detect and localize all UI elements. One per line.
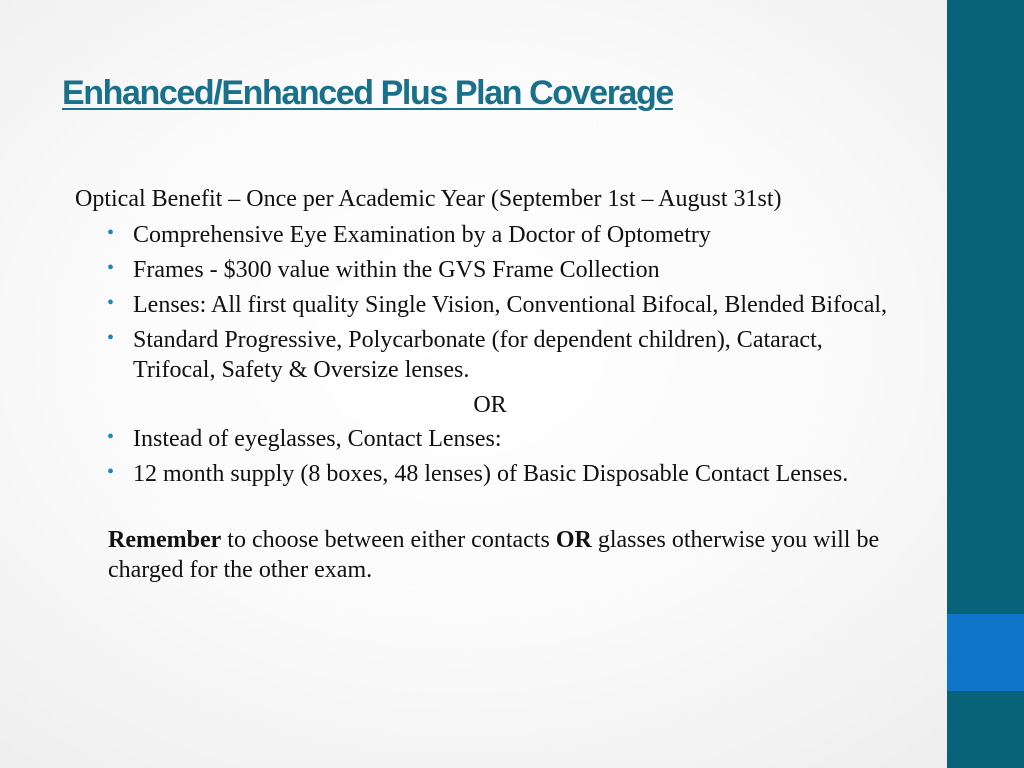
bullet-text: Comprehensive Eye Examination by a Doctor of Optometry — [133, 222, 711, 248]
bullet-text: 12 month supply (8 boxes, 48 lenses) of Basic Disposable Contact Lenses. — [133, 461, 849, 487]
bullet-text: Instead of eyeglasses, Contact Lenses: — [133, 426, 502, 452]
bullet-list-1 — [75, 220, 905, 385]
reminder-text-1: to choose between either contacts — [221, 527, 556, 553]
bullet-item — [103, 290, 905, 320]
bullet-list-2 — [75, 424, 905, 489]
bullet-icon: • — [107, 327, 115, 349]
reminder-strong-remember: Remember — [108, 527, 222, 553]
side-accent-block — [947, 614, 1024, 691]
reminder-text-2: glasses otherwise you will be charged for the other exam. — [108, 527, 880, 583]
bullet-text: Standard Progressive, Polycarbonate (for dependent children), Cataract, Trifocal, Safety & Oversize lenses. — [133, 327, 823, 383]
bullet-item — [103, 459, 905, 489]
bullet-item — [103, 325, 905, 385]
bullet-text: Frames - $300 value within the GVS Frame Collection — [133, 257, 660, 283]
slide-body — [75, 184, 905, 585]
bullet-item — [103, 424, 905, 454]
bullet-icon: • — [107, 222, 115, 244]
bullet-text: Lenses: All first quality Single Vision, Conventional Bifocal, Blended Bifocal, — [133, 292, 888, 318]
slide-title: Enhanced/Enhanced Plus Plan Coverage — [62, 74, 673, 112]
bullet-item — [103, 255, 905, 285]
bullet-icon: • — [107, 426, 115, 448]
bullet-icon: • — [107, 257, 115, 279]
bullet-item — [103, 220, 905, 250]
bullet-icon: • — [107, 461, 115, 483]
reminder-strong-or: OR — [555, 527, 592, 553]
bullet-icon: • — [107, 292, 115, 314]
or-separator: OR — [473, 392, 507, 418]
reminder-note — [108, 525, 908, 585]
intro-text: Optical Benefit – Once per Academic Year (September 1st – August 31st) — [75, 186, 782, 212]
